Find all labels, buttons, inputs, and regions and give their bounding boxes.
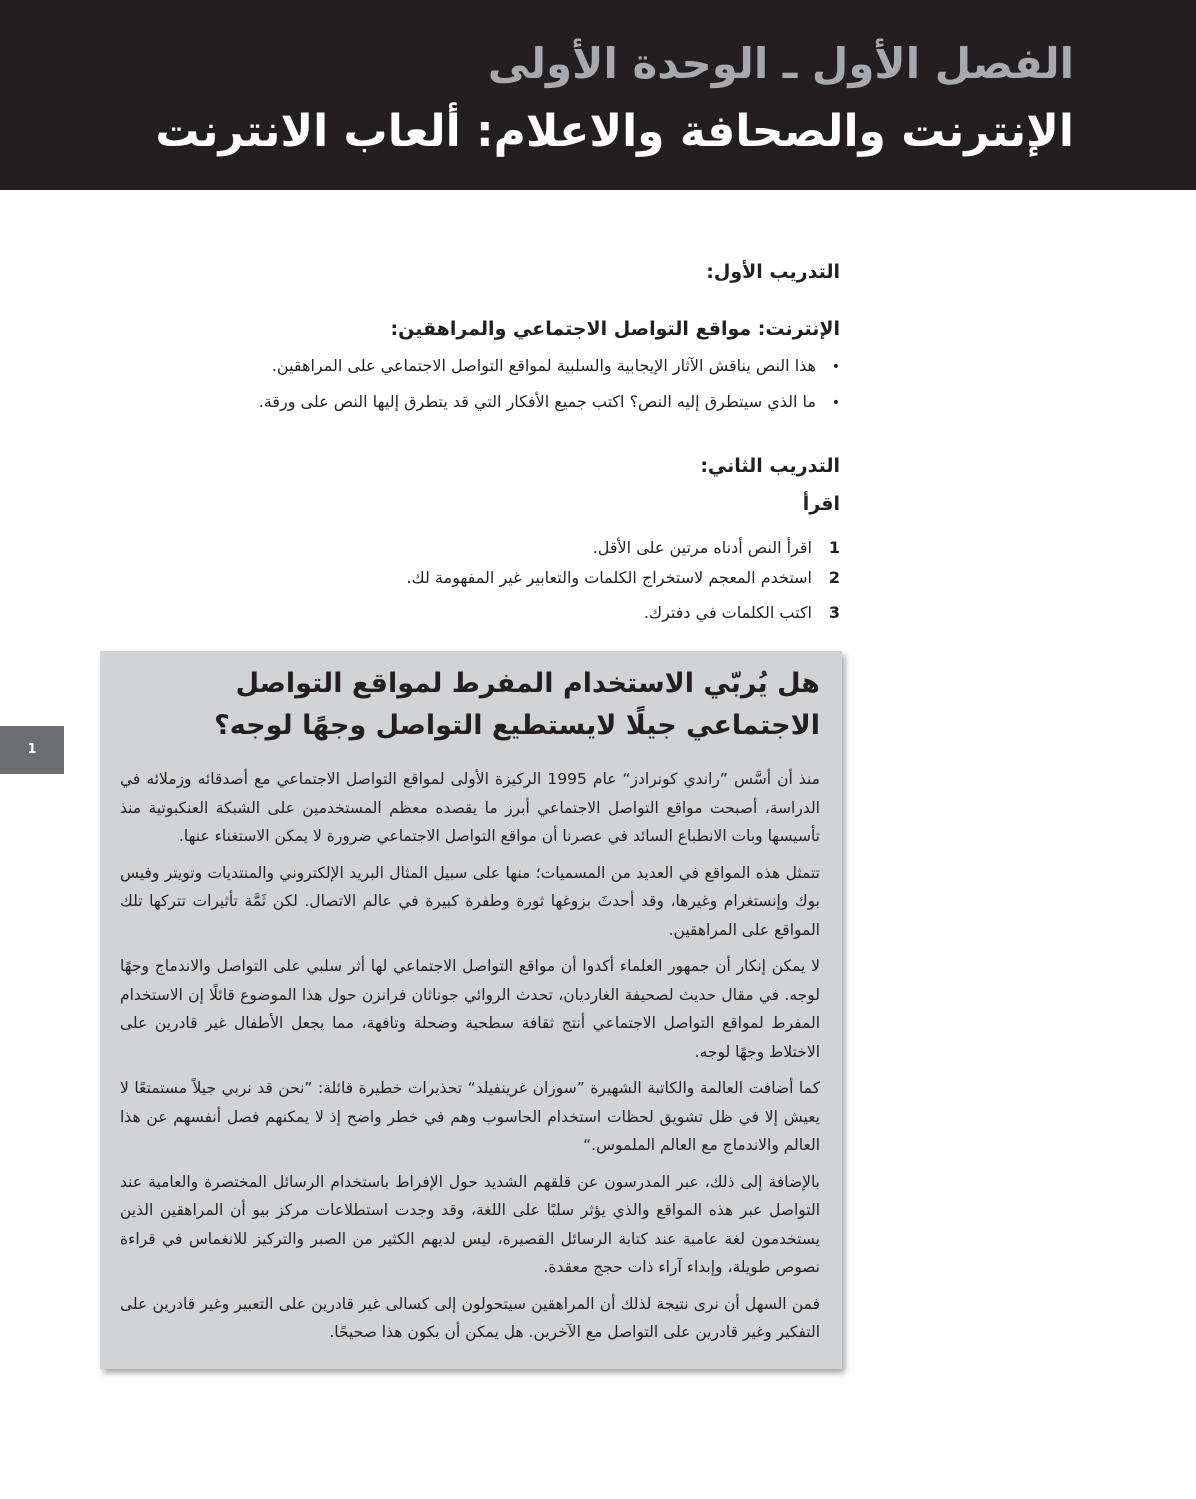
step-item xyxy=(644,600,840,626)
article-body xyxy=(120,765,820,1355)
step-item xyxy=(593,535,840,561)
chapter-label: الفصل الأول ـ الوحدة الأولى xyxy=(487,39,1074,88)
article-paragraph: كما أضافت العالمة والكاتبة الشهيرة ”سوزان غرينفيلد“ تحذيرات خطيرة قائلة: ”نحن قد نربي جيلاً مستمتعًا لا يعيش إلا في ظل تشويق لحظات استخدام الحاسوب وهم في خطر واضح إذ لا يمكنهم فصل أنفسهم عن هذا العالم والاندماج مع العالم الملموس.“ xyxy=(120,1079,820,1154)
header-banner xyxy=(0,0,1196,190)
bullet-icon: • xyxy=(831,359,840,375)
step-number: 3 xyxy=(828,603,840,622)
step-text: استخدم المعجم لاستخراج الكلمات والتعابير غير المفهومة لك. xyxy=(406,568,812,587)
step-text: اكتب الكلمات في دفترك. xyxy=(643,603,812,622)
bullet-item xyxy=(259,389,840,416)
article-paragraph: بالإضافة إلى ذلك، عبر المدرسون عن قلقهم الشديد حول الإفراط باستخدام الرسائل المختصرة والعامية عند التواصل عبر هذه المواقع والذي يؤثر سلبًا على اللغة، وقد وجدت استطلاعات مركز بيو أن المراهقين الذين يستخدمون لغة عامية عند كتابة الرسائل القصيرة، ليس لديهم الكثير من الصبر والتركيز للانغماس في قراءة نصوص طويلة، وإبداء آراء ذات حجج معقدة. xyxy=(120,1172,820,1276)
step-number: 1 xyxy=(828,538,840,557)
page-number: 1 xyxy=(0,726,64,774)
bullet-item xyxy=(272,353,840,380)
exercise2-heading: التدريب الثاني: xyxy=(700,455,840,477)
step-text: اقرأ النص أدناه مرتين على الأقل. xyxy=(592,538,812,557)
exercise1-subheading: الإنترنت: مواقع التواصل الاجتماعي والمراهقين: xyxy=(390,318,840,340)
article-paragraph: تتمثل هذه المواقع في العديد من المسميات؛ منها على سبيل المثال البريد الإلكتروني والمنتديات وتويتر وفيس بوك وإنستغرام وغيرها، وقد أحدثَ بزوغها ثورة وطفرة كبيرة في عالم الاتصال. لكن ثَمَّة تأثيرات تتركها تلك المواقع على المراهقين. xyxy=(120,863,820,939)
step-number: 2 xyxy=(828,568,840,587)
article-paragraph: منذ أن أسَّس ”راندي كونرادز“ عام 1995 الركيزة الأولى لمواقع التواصل الاجتماعي مع أصدقائه وزملائه في الدراسة، أصبحت مواقع التواصل الاجتماعي أبرز ما يقصده معظم المستخدمين على الشبكة العنكبوتية منذ تأسيسها وبات الانطباع السائد في عصرنا أن مواقع التواصل الاجتماعي ضرورة لا يمكن الاستغناء عنها. xyxy=(120,770,820,845)
exercise2-subheading: اقرأ xyxy=(802,493,840,515)
article-title: هل يُربّي الاستخدام المفرط لمواقع التواصل الاجتماعي جيلًا لايستطيع التواصل وجهًا لوجه؟ xyxy=(214,668,820,741)
page-title: الإنترنت والصحافة والاعلام: ألعاب الانترنت xyxy=(155,106,1074,157)
article-paragraph: لا يمكن إنكار أن جمهور العلماء أكدوا أن مواقع التواصل الاجتماعي لها أثر سلبي على التواصل والاندماج وجهًا لوجه. في مقال حديث لصحيفة الغارديان، تحدث الروائي جوناثان فرانزن حول هذا الموضوع قائلًا إن الاستخدام المفرط لمواقع التواصل الاجتماعي أنتج ثقافة سطحية وضحلة وتافهة، مما يجعل الأطفال غير قادرين على الاختلاط وجهًا لوجه. xyxy=(120,957,820,1061)
bullet-text: هذا النص يناقش الآثار الإيجابية والسلبية لمواقع التواصل الاجتماعي على المراهقين. xyxy=(271,356,816,375)
bullet-icon: • xyxy=(831,395,840,411)
bullet-text: ما الذي سيتطرق إليه النص؟ اكتب جميع الأفكار التي قد يتطرق إليها النص على ورقة. xyxy=(258,392,816,411)
article-box xyxy=(100,651,842,1369)
exercise1-heading: التدريب الأول: xyxy=(706,261,840,283)
step-item xyxy=(406,565,840,591)
article-paragraph: فمن السهل أن نرى نتيجة لذلك أن المراهقين سيتحولون إلى كسالى غير قادرين على التعبير وغير قادرين على التفكير وغير قادرين على التواصل مع الآخرين. هل يمكن أن يكون هذا صحيحًا. xyxy=(120,1294,820,1341)
